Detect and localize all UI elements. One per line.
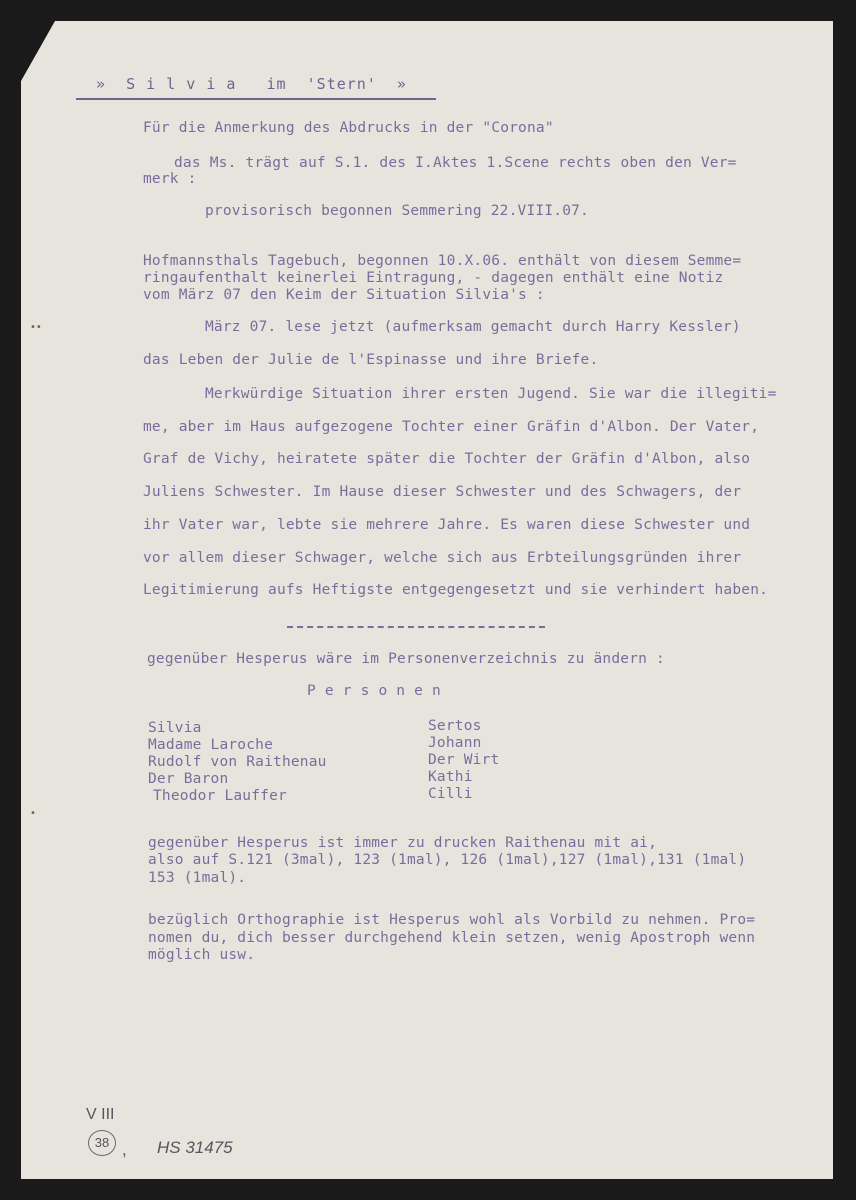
document-title: » S i l v i a im 'Stern' » [96,75,407,93]
raithenau-line-3: 153 (1mal). [148,870,247,886]
title-underline [76,98,436,100]
diary-line-1: Hofmannsthals Tagebuch, begonnen 10.X.06. enthält von diesem Semme= [143,253,742,269]
note-line-2: merk : [143,171,197,187]
archive-signature: HS 31475 [157,1138,233,1157]
diary-line-2: ringaufenthalt keinerlei Eintragung, - dagegen enthält eine Notiz [143,270,724,286]
note-line-1: das Ms. trägt auf S.1. des I.Aktes 1.Scene rechts oben den Ver= [174,155,737,171]
person-left-4: Der Baron [148,771,229,787]
excerpt-line-5: Graf de Vichy, heiratete später die Tochter der Gräfin d'Albon, also [143,451,751,467]
raithenau-line-1: gegenüber Hesperus ist immer zu drucken Raithenau mit ai, [148,835,657,851]
excerpt-line-1: März 07. lese jetzt (aufmerksam gemacht durch Harry Kessler) [205,319,741,335]
archive-volume-mark: V III [86,1106,115,1123]
section-separator [287,626,545,628]
persons-heading: P e r s o n e n [307,683,441,699]
excerpt-line-6: Juliens Schwester. Im Hause dieser Schwester und des Schwagers, der [143,484,742,500]
raithenau-line-2: also auf S.121 (3mal), 123 (1mal), 126 (1mal),127 (1mal),131 (1mal) [148,852,747,868]
person-right-1: Sertos [428,718,482,734]
excerpt-line-2: das Leben der Julie de l'Espinasse und ihre Briefe. [143,352,599,368]
excerpt-line-3: Merkwürdige Situation ihrer ersten Jugend. Sie war die illegiti= [205,386,777,402]
binding-hole-mark: •• [30,322,42,333]
person-right-3: Der Wirt [428,752,500,768]
excerpt-line-4: me, aber im Haus aufgezogene Tochter einer Gräfin d'Albon. Der Vater, [143,419,760,435]
person-left-5: Theodor Lauffer [153,788,287,804]
person-right-2: Johann [428,735,482,751]
excerpt-line-8: vor allem dieser Schwager, welche sich aus Erbteilungsgründen ihrer [143,550,742,566]
person-right-5: Cilli [428,786,473,802]
persons-intro: gegenüber Hesperus wäre im Personenverzeichnis zu ändern : [147,651,665,667]
diary-line-3: vom März 07 den Keim der Situation Silvia's : [143,287,545,303]
excerpt-line-7: ihr Vater war, lebte sie mehrere Jahre. Es waren diese Schwester und [143,517,751,533]
archive-comma: , [122,1140,127,1159]
ortho-line-1: bezüglich Orthographie ist Hesperus wohl als Vorbild zu nehmen. Pro= [148,912,756,928]
binding-hole-mark: • [30,808,36,819]
ortho-line-3: möglich usw. [148,947,256,963]
archive-page-number: 38 [88,1130,116,1156]
document-page [21,21,833,1179]
ortho-line-2: nomen du, dich besser durchgehend klein setzen, wenig Apostroph wenn [148,930,756,946]
person-left-3: Rudolf von Raithenau [148,754,327,770]
person-left-1: Silvia [148,720,202,736]
excerpt-line-9: Legitimierung aufs Heftigste entgegengesetzt und sie verhindert haben. [143,582,769,598]
person-left-2: Madame Laroche [148,737,274,753]
note-quote: provisorisch begonnen Semmering 22.VIII.07. [205,203,589,219]
person-right-4: Kathi [428,769,473,785]
note-heading: Für die Anmerkung des Abdrucks in der "Corona" [143,120,554,136]
